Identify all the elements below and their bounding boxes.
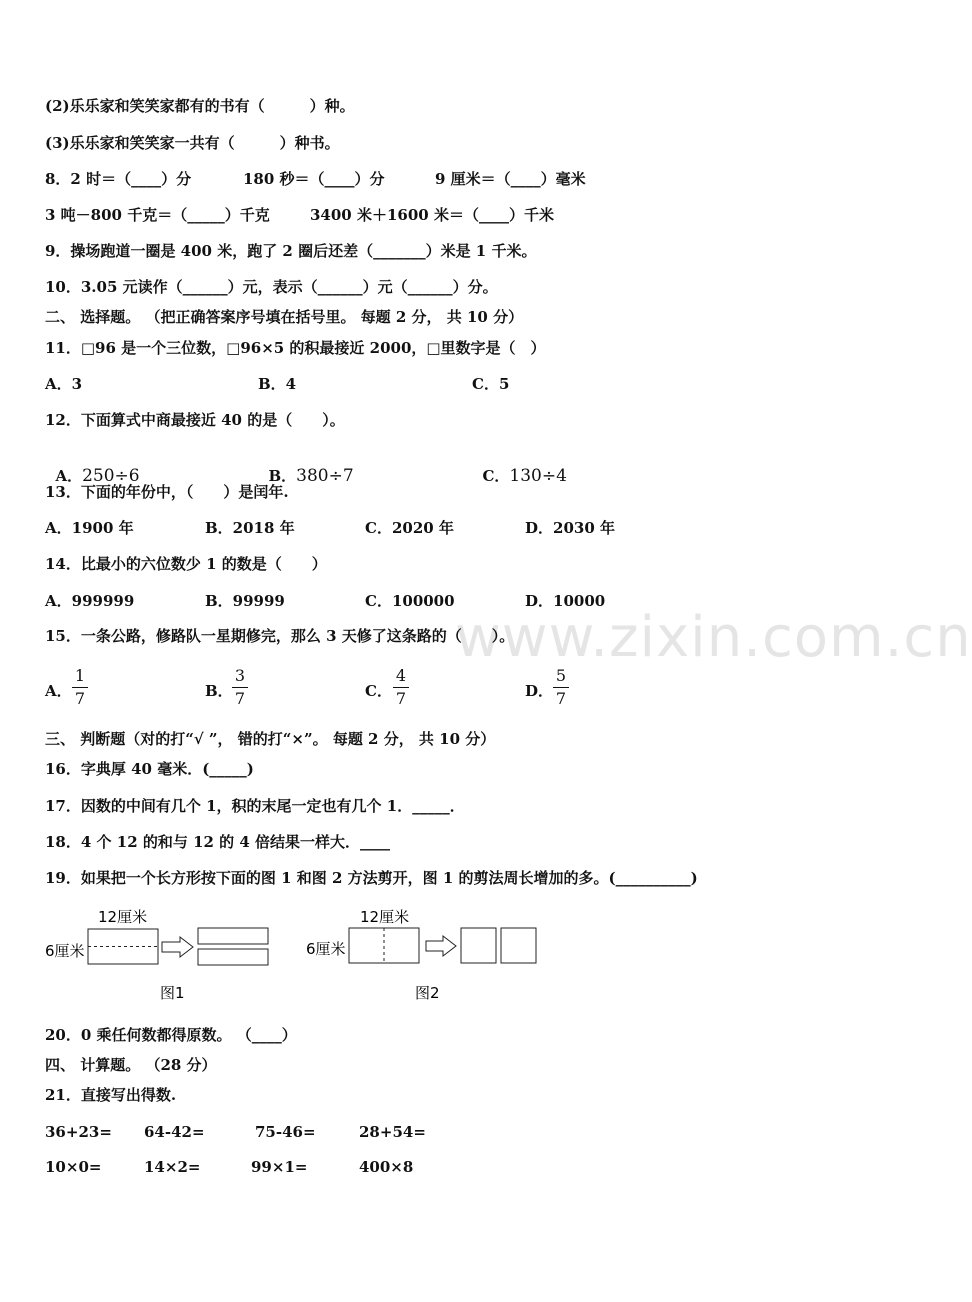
- q12-option-b: [258, 446, 354, 486]
- q15-option-c-fraction: 4 7: [393, 667, 409, 708]
- fig2-piece-right: [501, 928, 536, 963]
- fig1-piece-bottom: [198, 949, 268, 965]
- q15-option-b-label: B．: [205, 682, 233, 700]
- section-4-heading: 四、 计算题。 （28 分）: [45, 1056, 217, 1074]
- calc-item: 64-42=: [144, 1123, 205, 1141]
- fig2-height-label: 6厘米: [306, 940, 346, 958]
- section-2-heading: 二、 选择题。 （把正确答案序号填在括号里。 每题 2 分， 共 10 分）: [45, 308, 524, 326]
- fig1-height-label: 6厘米: [45, 942, 85, 960]
- q13-option-d: D．2030 年: [525, 519, 615, 537]
- question-8-part-d: 3 吨－800 千克＝（_____）千克: [45, 206, 270, 224]
- q14-option-d: D．10000: [525, 592, 606, 610]
- cutting-diagram: [0, 900, 920, 1010]
- fig2-width-label: 12厘米: [360, 908, 410, 926]
- question-21: 21．直接写出得数.: [45, 1086, 177, 1104]
- question-8-part-c: 9 厘米＝（____）毫米: [435, 170, 586, 188]
- q14-option-c: C．100000: [365, 592, 455, 610]
- fig1-width-label: 12厘米: [98, 908, 148, 926]
- fig2-arrow-icon: [426, 936, 456, 956]
- calc-item: 14×2=: [144, 1158, 201, 1176]
- calc-item: 36+23=: [45, 1123, 112, 1141]
- q13-option-b: B．2018 年: [205, 519, 295, 537]
- question-7-3: (3)乐乐家和笑笑家一共有（ ）种书。: [45, 134, 340, 152]
- fig2-caption: 图2: [415, 984, 440, 1002]
- q15-option-a-fraction: 1 7: [72, 667, 88, 708]
- question-14: 14．比最小的六位数少 1 的数是（ ）: [45, 555, 327, 573]
- question-7-2: (2)乐乐家和笑笑家都有的书有（ ）种。: [45, 97, 355, 115]
- question-8-part-a: 8．2 时＝（____）分: [45, 170, 192, 188]
- question-17: 17．因数的中间有几个 1，积的末尾一定也有几个 1．_____．: [45, 797, 465, 815]
- question-8-part-e: 3400 米＋1600 米＝（____）千米: [310, 206, 554, 224]
- q13-option-c: C．2020 年: [365, 519, 454, 537]
- question-9: 9．操场跑道一圈是 400 米，跑了 2 圈后还差（_______）米是 1 千米。: [45, 242, 537, 260]
- q15-option-d-fraction: 5 7: [553, 667, 569, 708]
- q15-option-d-label: D．: [525, 682, 554, 700]
- question-11: 11．□96 是一个三位数，□96×5 的积最接近 2000，□里数字是（ ）: [45, 339, 546, 357]
- q11-option-b: B．4: [258, 375, 297, 393]
- q15-option-a-label: A．: [45, 682, 72, 700]
- section-3-heading: 三、 判断题（对的打“√ ”， 错的打“×”。 每题 2 分， 共 10 分）: [45, 730, 496, 748]
- q12-option-c: [472, 446, 567, 486]
- calc-item: 99×1=: [251, 1158, 308, 1176]
- fig1-arrow-icon: [162, 937, 193, 957]
- calc-item: 75-46=: [255, 1123, 316, 1141]
- fig1-piece-top: [198, 928, 268, 944]
- q13-option-a: A．1900 年: [45, 519, 134, 537]
- q14-option-b: B．99999: [205, 592, 285, 610]
- q12-option-c-expr: 130÷4: [509, 466, 567, 486]
- q11-option-c: C．5: [472, 375, 510, 393]
- figure-1: [45, 908, 268, 1002]
- question-18: 18．4 个 12 的和与 12 的 4 倍结果一样大．____: [45, 833, 391, 851]
- q12-option-b-label: B．: [268, 467, 297, 485]
- q15-option-c-label: C．: [365, 682, 392, 700]
- question-16: 16．字典厚 40 毫米．(_____): [45, 760, 254, 778]
- question-10: 10．3.05 元读作（______）元，表示（______）元（______）分。: [45, 278, 498, 296]
- question-12: 12．下面算式中商最接近 40 的是（ ）。: [45, 411, 345, 429]
- figure-2: [306, 908, 536, 1002]
- calc-item: 10×0=: [45, 1158, 102, 1176]
- fig1-caption: 图1: [160, 984, 185, 1002]
- question-13: 13．下面的年份中，（ ）是闰年.: [45, 483, 289, 501]
- q14-option-a: A．999999: [45, 592, 135, 610]
- q12-option-c-label: C．: [482, 467, 510, 485]
- q15-option-b-fraction: 3 7: [232, 667, 248, 708]
- calc-item: 28+54=: [359, 1123, 426, 1141]
- q12-option-a-expr: 250÷6: [82, 466, 140, 486]
- question-19: 19．如果把一个长方形按下面的图 1 和图 2 方法剪开，图 1 的剪法周长增加的多。(__________): [45, 869, 698, 887]
- calc-item: 400×8: [359, 1158, 414, 1176]
- q12-option-a-label: A．: [55, 467, 83, 485]
- question-20: 20．0 乘任何数都得原数。 （____）: [45, 1026, 297, 1044]
- fig2-piece-left: [461, 928, 496, 963]
- watermark: www.zixin.com.cn: [455, 605, 972, 670]
- q12-option-b-expr: 380÷7: [296, 466, 354, 486]
- q12-option-a: [45, 446, 140, 486]
- fig1-rectangle: [88, 929, 158, 964]
- question-15: 15．一条公路，修路队一星期修完，那么 3 天修了这条路的（ ）。: [45, 627, 515, 645]
- fig2-rectangle: [349, 928, 419, 963]
- question-8-part-b: 180 秒＝（____）分: [243, 170, 385, 188]
- q11-option-a: A．3: [45, 375, 83, 393]
